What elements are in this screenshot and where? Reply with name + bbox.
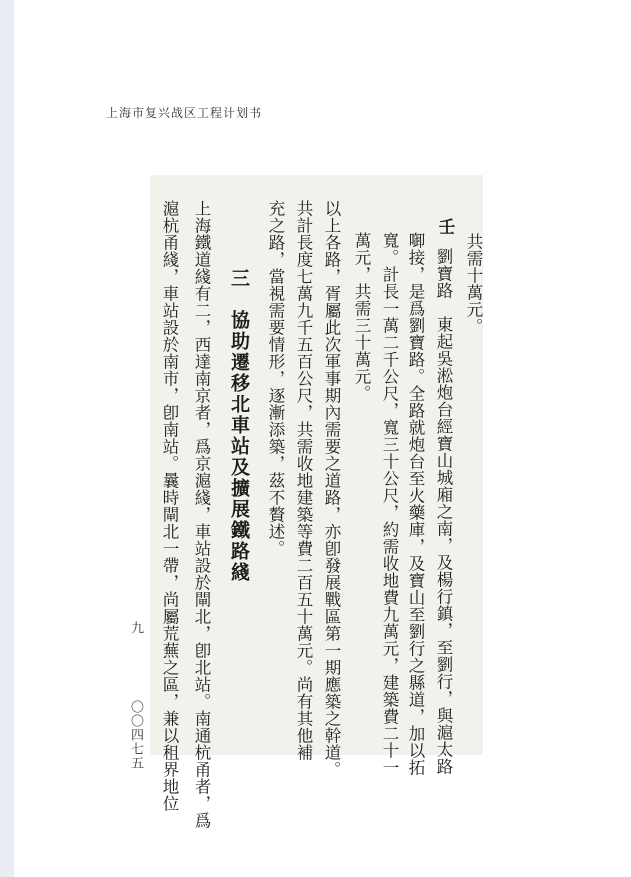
text-column-1: 共需十萬元。 bbox=[464, 233, 483, 335]
section-heading: 三 協助遷移北車站及擴展鐵路綫 bbox=[228, 268, 250, 583]
text-column-9: 充之路，當視需要情形，逐漸添築，茲不贅述。 bbox=[266, 200, 285, 557]
text-column-6: 萬元，共需三十萬元。 bbox=[352, 232, 371, 402]
text-column-2: 壬 bbox=[436, 218, 455, 235]
text-column-7: 以上各路，胥屬此次軍事期內需要之道路，亦卽發展戰區第一期應築之幹道。 bbox=[322, 200, 341, 778]
text-column-3: 劉寶路 東起吳淞炮台經寶山城廂之南，及楊行鎮，至劉行，與滬太路 bbox=[434, 248, 453, 775]
text-column-4: 啣接，是爲劉寶路。全路就炮台至火藥庫，及寶山至劉行之縣道，加以拓 bbox=[406, 232, 425, 776]
text-column-10: 上海鐵道綫有二，西達南京者，爲京滬綫，車站設於閘北，卽北站。南通杭甬者，爲 bbox=[192, 200, 211, 829]
text-column-5: 寬。計長一萬二千公尺，寬三十公尺，約需收地費九萬元，建築費二十一 bbox=[380, 232, 399, 776]
text-column-11: 滬杭甬綫，車站設於南市，卽南站。曩時閘北一帶，尚屬荒蕪之區，兼以租界地位 bbox=[160, 200, 179, 812]
text-column-8: 共計長度七萬九千五百公尺，共需收地建築等費二百五十萬元。尚有其他補 bbox=[294, 200, 313, 761]
page-header: 上海市复兴战区工程计划书 bbox=[106, 106, 263, 120]
folio-number: 〇〇四七五 bbox=[128, 700, 143, 770]
page-number: 九 bbox=[128, 621, 143, 635]
left-margin-strip bbox=[0, 0, 14, 877]
